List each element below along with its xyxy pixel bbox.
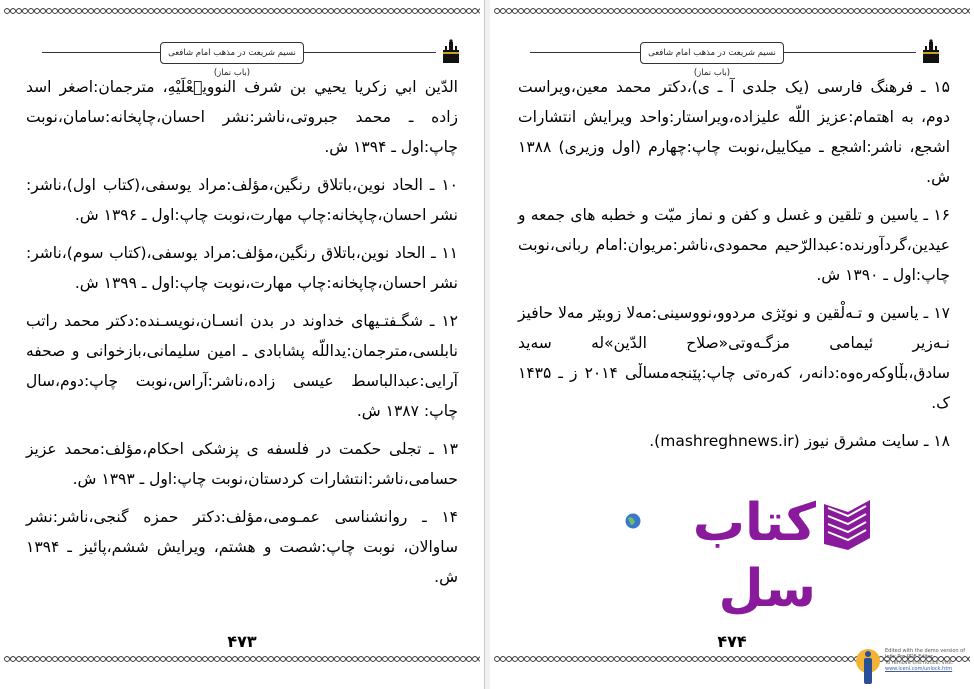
- header-rule-left: [530, 52, 640, 53]
- infix-watermark: [855, 646, 974, 689]
- running-header: نسیم شریعت در مذهب امام شافعی (باب نماز): [160, 42, 304, 64]
- right-page: [490, 0, 974, 689]
- watermark-line-3: To remove this notice, visit:: [885, 660, 954, 666]
- left-body-text: [26, 72, 458, 592]
- page-number-right: ۴۷۴: [717, 632, 747, 651]
- page-number-left: ۴۷۳: [227, 632, 257, 651]
- header-rule-left: [42, 52, 160, 53]
- watermark-link[interactable]: www.iceni.com/unlock.htm: [885, 666, 953, 672]
- bottom-border-ornament: [4, 654, 480, 664]
- top-border-ornament: [4, 6, 480, 16]
- right-body-text: [518, 72, 950, 456]
- book-icon: [818, 494, 874, 552]
- reference-17: ۱۷ ـ یاسین و تـەلْقین و نوێژی مردوو،نووسینی:مەلا زوبێر مەلا حافیز نـەزیر ئیمامی مزگـەوتی«صلاح الدّین»لە سەید سادق،بڵاوکەرەوە:دانەر، کەرەتی چاپ:پێنجەمساڵی ۲۰۱۴ ز ـ ۱۴۳۵ ک.: [518, 304, 950, 412]
- header-rule-right: [784, 52, 916, 53]
- reference-18: ۱۸ ـ سایت مشرق نیوز (mashreghnews.ir).: [649, 432, 950, 450]
- reference-14: ۱۴ ـ روانشناسی عمـومی،مؤلف:دکتر حمزه گنجی،ناشر:نشر ساوالان، نوبت چاپ:شصت و هشتم، ویرایش ششم،پائیز ـ ۱۳۹۴ ش.: [26, 508, 458, 586]
- reference-12: ۱۲ ـ شگـفتـیهای خداوند در بدن انسـان،نویسـنده:دکتر محمد راتب نابلسی،مترجمان:یداللّه پشابادی ـ امین سلیمانی،بازخوانی و صحفه آرایی:عبدالباسط عیسی زاده،ناشر:آراس،نوبت چاپ:دوم،سال چاپ: ۱۳۸۷ ش.: [26, 312, 458, 420]
- globe-icon: [624, 512, 642, 530]
- reference-15: ۱۵ ـ فرهنگ فارسی (یک جلدی آ ـ ی)،دکتر محمد معین،ویراست دوم، به اهتمام:عزیز اللّه علیزاده،ویراستار:واحد ویرایش انتشارات اشجع، ناشر:اشجع ـ میکاییل،نوبت چاپ:چهارم (اول وزیری) ۱۳۸۸ ش.: [518, 78, 950, 186]
- reference-10: ۱۰ ـ الحاد نوین،باتلاق رنگین،مؤلف:مراد یوسفی،(کتاب اول)،ناشر: نشر احسان،چاپخانه:چاپ مهارت،نوبت چاپ:اول ـ ۱۳۹۶ ش.: [26, 176, 458, 224]
- top-border-ornament: [494, 6, 970, 16]
- left-page: [0, 0, 484, 689]
- kaaba-icon: [440, 38, 462, 64]
- kaaba-icon: [920, 38, 942, 64]
- reference-9: الدّین ابي زکريا يحيي بن شرف النوويؙعْلَيْهِ، مترجمان:اصغر اسد زاده ـ محمد جبروتی،ناشر:نشر احسان،چاپخانه:سامان،نوبت چاپ:اول ـ ۱۳۹۴ ش.: [26, 78, 458, 156]
- watermark-line-1: Edited with the demo version of: [885, 648, 966, 654]
- reference-16: ۱۶ ـ یاسین و تلقین و غسل و کفن و نماز میّت و خطبه های جمعه و عیدین،گردآورنده:عبدالرّحیم محمودی،ناشر:مریوان:امام ربانی،نوبت چاپ:اول ـ ۱۳۹۰ ش.: [518, 206, 950, 284]
- ketab-sal-logo: [624, 490, 874, 619]
- header-rule-right: [304, 52, 436, 53]
- reference-13: ۱۳ ـ تجلی حکمت در فلسفه ی پزشکی احکام،مؤلف:محمد عزیز حسامی،ناشر:انتشارات کردستان،نوبت چاپ:اول ـ ۱۳۹۳ ش.: [26, 440, 458, 488]
- logo-text: کتاب سل: [692, 493, 816, 619]
- reference-11: ۱۱ ـ الحاد نوین،باتلاق رنگین،مؤلف:مراد یوسفی،(کتاب سوم)،ناشر: نشر احسان،چاپخانه:چاپ مهارت،نوبت چاپ:اول ـ ۱۳۹۹ ش.: [26, 244, 458, 292]
- infix-logo-icon: [855, 648, 881, 686]
- running-header: نسیم شریعت در مذهب امام شافعی (باب نماز): [640, 42, 784, 64]
- watermark-line-2: Infix Pro PDF Editor: [885, 654, 933, 660]
